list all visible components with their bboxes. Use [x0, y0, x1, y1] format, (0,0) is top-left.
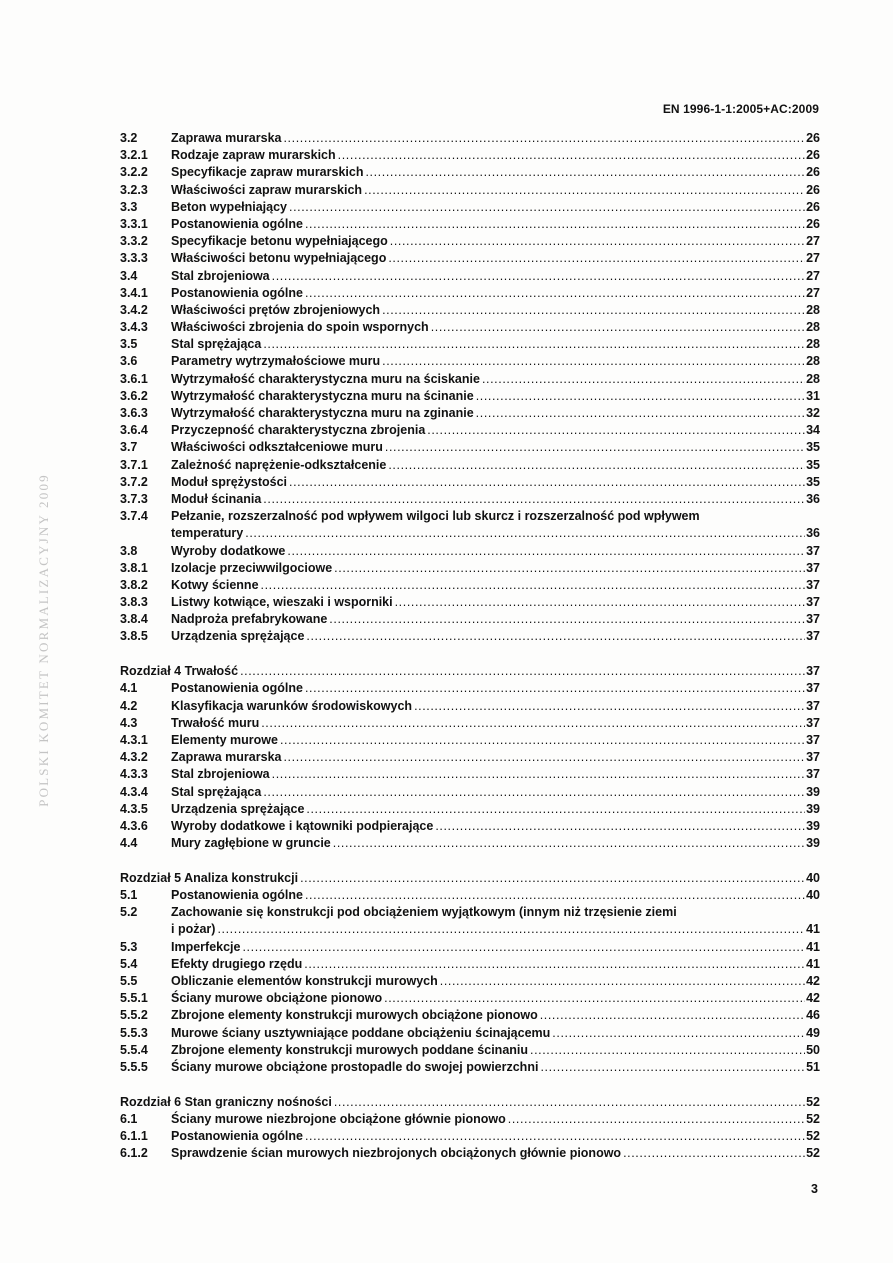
toc-entry-page: 28 — [806, 371, 820, 386]
section-gap — [120, 852, 820, 870]
toc-entry-number: 3.2.3 — [120, 182, 148, 197]
toc-leader-dots — [283, 130, 805, 147]
toc-entry[interactable] — [120, 388, 820, 405]
toc-entry-number: 5.5.1 — [120, 991, 148, 1006]
toc-entry-title: Pełzanie, rozszerzalność pod wpływem wilgoci lub skurcz i rozszerzalność pod wpływem — [171, 509, 700, 524]
toc-entry-title: Stal zbrojeniowa — [171, 268, 270, 283]
toc-entry[interactable] — [120, 749, 820, 766]
toc-leader-dots — [338, 147, 805, 164]
toc-entry-title: Trwałość muru — [171, 715, 260, 730]
toc-entry-page: 37 — [806, 732, 820, 747]
toc-entry[interactable] — [120, 766, 820, 783]
toc-entry[interactable] — [120, 285, 820, 302]
toc-entry[interactable] — [120, 130, 820, 147]
toc-entry-page: 28 — [806, 320, 820, 335]
toc-entry-title: Postanowienia ogólne — [171, 216, 303, 231]
toc-leader-dots — [300, 870, 805, 887]
toc-entry-number: 5.5.3 — [120, 1025, 148, 1040]
toc-entry-page: 52 — [806, 1094, 820, 1109]
toc-entry-title: Stal zbrojeniowa — [171, 767, 270, 782]
toc-entry[interactable] — [120, 560, 820, 577]
toc-entry-continuation[interactable] — [120, 525, 820, 542]
toc-entry-number: 3.3 — [120, 199, 138, 214]
toc-entry-number: 3.4.3 — [120, 320, 148, 335]
toc-entry[interactable] — [120, 1042, 820, 1059]
toc-entry[interactable] — [120, 732, 820, 749]
document-header: EN 1996-1-1:2005+AC:2009 — [662, 102, 819, 116]
toc-entry-title: Wytrzymałość charakterystyczna muru na ścinanie — [171, 388, 474, 403]
toc-entry-number: 4.3.3 — [120, 767, 148, 782]
toc-entry-page: 26 — [806, 131, 820, 145]
toc-entry[interactable] — [120, 147, 820, 164]
toc-entry-number: 3.4.2 — [120, 302, 148, 317]
toc-entry-page: 42 — [806, 991, 820, 1006]
toc-entry-number: 4.3.5 — [120, 801, 148, 816]
toc-entry-page: 49 — [806, 1025, 820, 1040]
toc-entry[interactable] — [120, 611, 820, 628]
toc-entry-title: Zbrojone elementy konstrukcji murowych poddane ścinaniu — [171, 1042, 529, 1057]
toc-entry-title: Sprawdzenie ścian murowych niezbrojonych obciążonych głównie pionowo — [171, 1146, 622, 1161]
toc-entry-title: Wytrzymałość charakterystyczna muru na zginanie — [171, 406, 474, 420]
toc-entry-page: 39 — [806, 784, 820, 799]
toc-entry[interactable] — [120, 680, 820, 697]
toc-entry-page: 36 — [806, 491, 820, 506]
toc-entry-number: 5.2 — [120, 905, 138, 920]
toc-entry[interactable] — [120, 1128, 820, 1145]
toc-entry-number: 3.2.2 — [120, 165, 148, 180]
toc-leader-dots — [333, 835, 805, 852]
toc-entry-page: 52 — [806, 1146, 820, 1161]
toc-entry-page: 27 — [806, 251, 820, 266]
toc-entry[interactable] — [120, 199, 820, 216]
toc-entry-page: 37 — [806, 629, 820, 644]
toc-entry-title: Postanowienia ogólne — [171, 285, 303, 300]
toc-entry-title: Listwy kotwiące, wieszaki i wsporniki — [171, 595, 393, 610]
toc-entry-title: Ściany murowe obciążone prostopadle do swojej powierzchni — [171, 1059, 539, 1074]
toc-entry[interactable] — [120, 1025, 820, 1042]
toc-leader-dots — [245, 525, 805, 542]
toc-entry-page: 34 — [806, 423, 820, 438]
toc-entry-title: Urządzenia sprężające — [171, 629, 305, 644]
toc-entry-number: 4.4 — [120, 836, 138, 851]
toc-entry-page: 37 — [806, 750, 820, 765]
toc-entry-title: Postanowienia ogólne — [171, 1129, 303, 1144]
toc-leader-dots — [552, 1025, 805, 1042]
toc-leader-dots — [304, 956, 805, 973]
toc-entry-page: 37 — [806, 577, 820, 592]
toc-entry[interactable] — [120, 1145, 820, 1162]
toc-entry-title: Murowe ściany usztywniające poddane obciążeniu ścinającemu — [171, 1025, 551, 1040]
toc-leader-dots — [329, 611, 805, 628]
toc-entry-number: 4.3.2 — [120, 750, 148, 765]
toc-entry-page: 42 — [806, 974, 820, 988]
toc-entry-title: Stal sprężająca — [171, 337, 262, 352]
toc-leader-dots — [272, 268, 805, 285]
toc-entry-page: 28 — [806, 354, 820, 369]
toc-entry-number: 5.5.2 — [120, 1008, 148, 1023]
toc-entry-number: 3.6 — [120, 354, 138, 369]
toc-entry[interactable] — [120, 353, 820, 370]
toc-leader-dots — [388, 457, 805, 474]
toc-entry[interactable] — [120, 233, 820, 250]
toc-entry[interactable] — [120, 577, 820, 594]
toc-entry[interactable] — [120, 164, 820, 181]
toc-entry-title: Ściany murowe obciążone pionowo — [171, 991, 383, 1006]
toc-leader-dots — [280, 732, 805, 749]
toc-entry[interactable] — [120, 1007, 820, 1024]
toc-entry[interactable] — [120, 698, 820, 715]
toc-entry-page: 41 — [806, 956, 820, 971]
toc-entry-title: Właściwości odkształceniowe muru — [171, 440, 383, 455]
toc-leader-dots — [364, 182, 805, 199]
toc-entry-page: 28 — [806, 302, 820, 317]
toc-entry-page: 35 — [806, 440, 820, 455]
toc-entry-number: 5.5 — [120, 974, 138, 988]
toc-entry[interactable] — [120, 904, 820, 921]
toc-entry-page: 37 — [806, 612, 820, 627]
toc-entry-page: 26 — [806, 148, 820, 163]
toc-entry-number: 5.5.5 — [120, 1059, 148, 1074]
toc-leader-dots — [623, 1145, 805, 1162]
toc-entry-page: 52 — [806, 1129, 820, 1144]
toc-entry-number: 3.7.1 — [120, 457, 148, 472]
toc-leader-dots — [263, 491, 805, 508]
toc-entry[interactable] — [120, 818, 820, 835]
toc-leader-dots — [272, 766, 805, 783]
toc-entry-number: 3.2 — [120, 131, 138, 145]
toc-entry-title: Urządzenia sprężające — [171, 801, 305, 816]
toc-entry-continuation[interactable] — [120, 921, 820, 938]
toc-entry-title: Parametry wytrzymałościowe muru — [171, 354, 381, 369]
toc-leader-dots — [427, 422, 805, 439]
toc-entry-number: 3.8.3 — [120, 595, 148, 610]
toc-entry-page: 26 — [806, 182, 820, 197]
table-of-contents — [120, 130, 820, 1162]
toc-entry-page: 50 — [806, 1042, 820, 1057]
toc-entry-number: 3.8.2 — [120, 577, 148, 592]
toc-leader-dots — [440, 973, 805, 990]
toc-entry[interactable] — [120, 973, 820, 990]
toc-entry-title: Zaprawa murarska — [171, 750, 282, 765]
toc-entry[interactable] — [120, 939, 820, 956]
toc-entry-number: 3.3.1 — [120, 216, 148, 231]
toc-entry[interactable] — [120, 250, 820, 267]
toc-entry-page: 26 — [806, 216, 820, 231]
toc-entry[interactable] — [120, 508, 820, 525]
toc-leader-dots — [540, 1007, 805, 1024]
toc-entry-number: 5.4 — [120, 956, 138, 971]
toc-leader-dots — [540, 1059, 805, 1076]
toc-entry-number: 3.4 — [120, 268, 138, 283]
toc-leader-dots — [414, 698, 805, 715]
toc-entry-title: Specyfikacje zapraw murarskich — [171, 165, 364, 180]
toc-entry[interactable] — [120, 268, 820, 285]
toc-entry-title: Imperfekcje — [171, 939, 241, 954]
toc-entry-page: 37 — [806, 560, 820, 575]
toc-entry[interactable] — [120, 628, 820, 645]
toc-entry-title: Wyroby dodatkowe i kątowniki podpierające — [171, 818, 434, 833]
toc-entry-title: Postanowienia ogólne — [171, 681, 303, 696]
toc-leader-dots — [334, 560, 805, 577]
toc-entry-number: 4.3 — [120, 715, 138, 730]
toc-entry-title: Specyfikacje betonu wypełniającego — [171, 234, 388, 249]
toc-entry[interactable] — [120, 715, 820, 732]
toc-entry-title: Wytrzymałość charakterystyczna muru na ściskanie — [171, 371, 480, 386]
toc-chapter-title: Rozdział 6 Stan graniczny nośności — [120, 1094, 332, 1109]
toc-entry-title: Zbrojone elementy konstrukcji murowych obciążone pionowo — [171, 1008, 538, 1023]
toc-leader-dots — [390, 233, 805, 250]
toc-entry-page: 37 — [806, 681, 820, 696]
toc-entry-title: Przyczepność charakterystyczna zbrojenia — [171, 423, 426, 438]
toc-entry-number: 4.1 — [120, 681, 138, 696]
toc-entry-title: Właściwości betonu wypełniającego — [171, 251, 387, 266]
toc-entry-page: 51 — [806, 1059, 820, 1074]
toc-entry-number: 3.7.4 — [120, 509, 148, 524]
toc-entry-title: Obliczanie elementów konstrukcji murowych — [171, 974, 438, 988]
toc-entry-page: 31 — [806, 388, 820, 403]
toc-leader-dots — [508, 1111, 805, 1128]
page-number: 3 — [811, 1182, 818, 1196]
toc-entry[interactable] — [120, 801, 820, 818]
toc-entry[interactable] — [120, 594, 820, 611]
toc-leader-dots — [395, 594, 805, 611]
toc-entry-page: 37 — [806, 715, 820, 730]
toc-leader-dots — [365, 164, 805, 181]
toc-leader-dots — [431, 319, 805, 336]
toc-entry-page: 52 — [806, 1111, 820, 1126]
toc-entry-title: Zależność naprężenie-odkształcenie — [171, 457, 387, 472]
toc-entry[interactable] — [120, 439, 820, 456]
toc-leader-dots — [530, 1042, 805, 1059]
toc-entry-title: Klasyfikacja warunków środowiskowych — [171, 698, 413, 713]
toc-leader-dots — [305, 680, 805, 697]
toc-entry-page: 36 — [806, 526, 820, 541]
toc-entry-number: 3.6.1 — [120, 371, 148, 386]
toc-entry-number: 3.3.2 — [120, 234, 148, 249]
toc-entry-page: 35 — [806, 474, 820, 489]
toc-entry[interactable] — [120, 422, 820, 439]
toc-entry-page: 46 — [806, 1008, 820, 1023]
toc-entry-title: Nadproża prefabrykowane — [171, 612, 328, 627]
toc-entry-number: 6.1.1 — [120, 1129, 148, 1144]
toc-chapter-entry[interactable] — [120, 1094, 820, 1111]
toc-entry-page: 41 — [806, 922, 820, 937]
toc-leader-dots — [283, 749, 805, 766]
toc-entry[interactable] — [120, 474, 820, 491]
toc-leader-dots — [287, 543, 805, 560]
toc-entry[interactable] — [120, 405, 820, 422]
toc-entry-title: Rodzaje zapraw murarskich — [171, 148, 336, 163]
toc-entry-number: 4.2 — [120, 698, 138, 713]
toc-leader-dots — [382, 302, 805, 319]
toc-leader-dots — [385, 439, 805, 456]
toc-entry-title: Elementy murowe — [171, 732, 278, 747]
toc-leader-dots — [384, 990, 805, 1007]
toc-entry[interactable] — [120, 336, 820, 353]
toc-entry[interactable] — [120, 956, 820, 973]
toc-entry-number: 3.7.2 — [120, 474, 148, 489]
toc-leader-dots — [242, 939, 805, 956]
toc-entry-page: 27 — [806, 234, 820, 249]
toc-entry[interactable] — [120, 887, 820, 904]
toc-entry[interactable] — [120, 182, 820, 199]
toc-entry-title-continued: i pożar) — [171, 922, 216, 937]
toc-entry-number: 6.1 — [120, 1111, 138, 1126]
toc-entry-number: 3.6.2 — [120, 388, 148, 403]
toc-entry-page: 32 — [806, 406, 820, 420]
toc-entry-title: Izolacje przeciwwilgociowe — [171, 560, 333, 575]
toc-leader-dots — [263, 336, 805, 353]
toc-entry[interactable] — [120, 457, 820, 474]
toc-chapter-entry[interactable] — [120, 870, 820, 887]
toc-entry-page: 37 — [806, 595, 820, 610]
toc-entry-title: Właściwości zapraw murarskich — [171, 182, 363, 197]
toc-entry-number: 5.3 — [120, 939, 138, 954]
toc-leader-dots — [388, 250, 805, 267]
toc-leader-dots — [240, 663, 805, 680]
toc-leader-dots — [289, 199, 805, 216]
toc-entry-page: 37 — [806, 698, 820, 713]
toc-entry-page: 37 — [806, 664, 820, 679]
toc-leader-dots — [476, 388, 805, 405]
toc-entry-number: 5.5.4 — [120, 1042, 148, 1057]
toc-entry-title: Beton wypełniający — [171, 199, 288, 214]
toc-leader-dots — [305, 285, 805, 302]
toc-leader-dots — [263, 784, 805, 801]
toc-entry-number: 6.1.2 — [120, 1146, 148, 1161]
toc-leader-dots — [482, 371, 805, 388]
toc-entry-number: 4.3.4 — [120, 784, 148, 799]
toc-leader-dots — [435, 818, 805, 835]
toc-entry-title: Zachowanie się konstrukcji pod obciążeniem wyjątkowym (innym niż trzęsienie ziemi — [171, 905, 677, 920]
toc-leader-dots — [334, 1094, 805, 1111]
toc-entry-title: Stal sprężająca — [171, 784, 262, 799]
toc-entry-title: Ściany murowe niezbrojone obciążone głównie pionowo — [171, 1111, 506, 1126]
toc-entry-page: 28 — [806, 337, 820, 352]
toc-entry[interactable] — [120, 371, 820, 388]
toc-entry-page: 40 — [806, 888, 820, 903]
toc-leader-dots — [261, 577, 806, 594]
toc-leader-dots — [476, 405, 805, 422]
toc-entry-number: 3.8 — [120, 543, 138, 558]
toc-entry-number: 3.7.3 — [120, 491, 148, 506]
toc-chapter-title: Rozdział 5 Analiza konstrukcji — [120, 870, 299, 885]
toc-entry-title-continued: temperatury — [171, 526, 244, 541]
toc-entry[interactable] — [120, 319, 820, 336]
toc-entry-title: Moduł sprężystości — [171, 474, 287, 489]
toc-leader-dots — [305, 887, 805, 904]
toc-entry-number: 3.4.1 — [120, 285, 148, 300]
toc-entry-number: 5.1 — [120, 888, 138, 903]
toc-entry[interactable] — [120, 784, 820, 801]
toc-leader-dots — [305, 216, 805, 233]
toc-entry-page: 26 — [806, 199, 820, 214]
toc-entry[interactable] — [120, 835, 820, 852]
toc-entry-title: Postanowienia ogólne — [171, 888, 303, 903]
toc-leader-dots — [217, 921, 805, 938]
toc-leader-dots — [306, 801, 805, 818]
toc-entry[interactable] — [120, 543, 820, 560]
toc-chapter-entry[interactable] — [120, 663, 820, 680]
toc-leader-dots — [382, 353, 805, 370]
toc-leader-dots — [261, 715, 805, 732]
toc-entry-title: Właściwości zbrojenia do spoin wspornych — [171, 320, 429, 335]
toc-entry-title: Mury zagłębione w gruncie — [171, 836, 331, 851]
toc-entry-number: 3.8.1 — [120, 560, 148, 575]
toc-leader-dots — [306, 628, 805, 645]
toc-entry[interactable] — [120, 302, 820, 319]
toc-entry-page: 39 — [806, 818, 820, 833]
toc-entry-page: 39 — [806, 836, 820, 851]
toc-entry[interactable] — [120, 216, 820, 233]
toc-entry-number: 3.8.4 — [120, 612, 148, 627]
toc-entry-page: 26 — [806, 165, 820, 180]
toc-leader-dots — [305, 1128, 805, 1145]
toc-entry-number: 3.7 — [120, 440, 138, 455]
toc-entry[interactable] — [120, 1111, 820, 1128]
toc-entry-title: Zaprawa murarska — [171, 131, 282, 145]
toc-entry[interactable] — [120, 491, 820, 508]
toc-entry-title: Moduł ścinania — [171, 491, 262, 506]
toc-entry-number: 4.3.6 — [120, 818, 148, 833]
toc-entry-number: 3.2.1 — [120, 148, 148, 163]
toc-entry-number: 3.6.3 — [120, 406, 148, 420]
toc-entry-page: 27 — [806, 285, 820, 300]
toc-entry-number: 4.3.1 — [120, 732, 148, 747]
toc-entry-number: 3.5 — [120, 337, 138, 352]
toc-entry-title: Wyroby dodatkowe — [171, 543, 286, 558]
watermark: POLSKI KOMITET NORMALIZACYJNY 2009 — [36, 473, 51, 807]
toc-entry-page: 37 — [806, 767, 820, 782]
toc-entry-title: Efekty drugiego rzędu — [171, 956, 303, 971]
toc-leader-dots — [289, 474, 805, 491]
toc-entry-number: 3.3.3 — [120, 251, 148, 266]
section-gap — [120, 646, 820, 664]
toc-entry-page: 40 — [806, 870, 820, 885]
toc-entry-number: 3.8.5 — [120, 629, 148, 644]
toc-entry-title: Właściwości prętów zbrojeniowych — [171, 302, 381, 317]
toc-entry[interactable] — [120, 1059, 820, 1076]
toc-chapter-title: Rozdział 4 Trwałość — [120, 664, 239, 679]
section-gap — [120, 1076, 820, 1094]
toc-entry-page: 27 — [806, 268, 820, 283]
toc-entry[interactable] — [120, 990, 820, 1007]
toc-entry-page: 37 — [806, 543, 820, 558]
toc-entry-number: 3.6.4 — [120, 423, 148, 438]
toc-entry-page: 35 — [806, 457, 820, 472]
toc-entry-title: Kotwy ścienne — [171, 577, 259, 592]
toc-entry-page: 41 — [806, 939, 820, 954]
toc-entry-page: 39 — [806, 801, 820, 816]
